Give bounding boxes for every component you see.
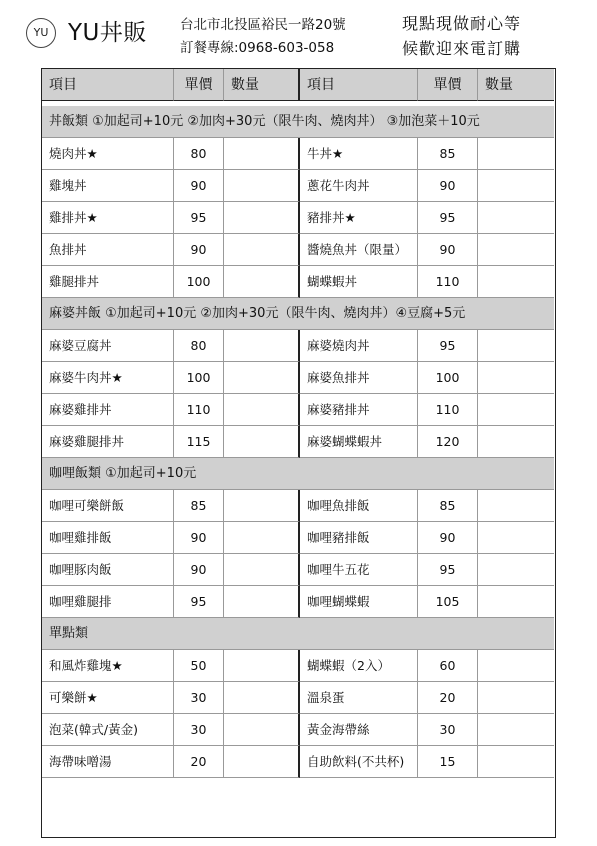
quantity-cell[interactable] xyxy=(478,202,554,234)
quantity-cell[interactable] xyxy=(224,202,300,234)
item-name: 蔥花牛肉丼 xyxy=(300,170,418,202)
item-name: 咖哩雞腿排 xyxy=(42,586,174,618)
quantity-cell[interactable] xyxy=(478,426,554,458)
item-name: 醬燒魚丼（限量） xyxy=(300,234,418,266)
item-name: 咖哩豚肉飯 xyxy=(42,554,174,586)
header-item-left: 項目 xyxy=(42,69,174,101)
header-qty-right: 數量 xyxy=(478,69,554,101)
item-price: 100 xyxy=(174,266,224,298)
item-name: 自助飲料(不共杯) xyxy=(300,746,418,778)
quantity-cell[interactable] xyxy=(224,138,300,170)
table-row xyxy=(42,746,554,778)
item-name: 泡菜(韓式/黃金) xyxy=(42,714,174,746)
quantity-cell[interactable] xyxy=(224,362,300,394)
table-row xyxy=(42,522,554,554)
section-header: 咖哩飯類 ①加起司+10元 xyxy=(42,458,554,490)
item-price: 90 xyxy=(418,522,478,554)
item-name: 咖哩蝴蝶蝦 xyxy=(300,586,418,618)
item-price: 20 xyxy=(174,746,224,778)
table-row xyxy=(42,394,554,426)
item-price: 110 xyxy=(418,394,478,426)
item-price: 90 xyxy=(174,234,224,266)
item-price: 90 xyxy=(174,522,224,554)
table-row xyxy=(42,202,554,234)
item-name: 豬排丼★ xyxy=(300,202,418,234)
item-price: 110 xyxy=(174,394,224,426)
item-price: 30 xyxy=(174,714,224,746)
quantity-cell[interactable] xyxy=(224,330,300,362)
quantity-cell[interactable] xyxy=(478,554,554,586)
item-name: 麻婆豆腐丼 xyxy=(42,330,174,362)
quantity-cell[interactable] xyxy=(478,266,554,298)
header xyxy=(0,0,597,68)
item-price: 90 xyxy=(418,170,478,202)
quantity-cell[interactable] xyxy=(478,394,554,426)
quantity-cell[interactable] xyxy=(478,490,554,522)
quantity-cell[interactable] xyxy=(224,714,300,746)
item-price: 30 xyxy=(174,682,224,714)
quantity-cell[interactable] xyxy=(224,682,300,714)
quantity-cell[interactable] xyxy=(478,170,554,202)
quantity-cell[interactable] xyxy=(478,330,554,362)
item-price: 90 xyxy=(418,234,478,266)
table-row xyxy=(42,714,554,746)
item-price: 95 xyxy=(174,202,224,234)
item-name: 黃金海帶絲 xyxy=(300,714,418,746)
item-name: 雞排丼★ xyxy=(42,202,174,234)
phone-number: 訂餐專線:0968-603-058 xyxy=(180,40,335,56)
item-price: 50 xyxy=(174,650,224,682)
quantity-cell[interactable] xyxy=(478,650,554,682)
quantity-cell[interactable] xyxy=(224,170,300,202)
item-price: 80 xyxy=(174,138,224,170)
item-price: 100 xyxy=(418,362,478,394)
logo-icon: YU xyxy=(26,18,56,48)
item-name: 麻婆雞排丼 xyxy=(42,394,174,426)
header-price-left: 單價 xyxy=(174,69,224,101)
table-row xyxy=(42,650,554,682)
item-price: 60 xyxy=(418,650,478,682)
table-row xyxy=(42,362,554,394)
item-name: 咖哩魚排飯 xyxy=(300,490,418,522)
item-name: 雞塊丼 xyxy=(42,170,174,202)
item-name: 麻婆蝴蝶蝦丼 xyxy=(300,426,418,458)
section-header: 丼飯類 ①加起司+10元 ②加肉+30元（限牛肉、燒肉丼） ③加泡菜＋10元 xyxy=(42,106,554,138)
brand-name: YU丼販 xyxy=(68,20,147,46)
slogan-line-1: 現點現做耐心等 xyxy=(402,14,522,33)
header-qty-left: 數量 xyxy=(224,69,300,101)
item-name: 咖哩豬排飯 xyxy=(300,522,418,554)
section-header: 單點類 xyxy=(42,618,554,650)
item-name: 麻婆魚排丼 xyxy=(300,362,418,394)
quantity-cell[interactable] xyxy=(224,234,300,266)
slogan-line-2: 候歡迎來電訂購 xyxy=(402,39,522,58)
table-row xyxy=(42,330,554,362)
quantity-cell[interactable] xyxy=(224,394,300,426)
quantity-cell[interactable] xyxy=(478,682,554,714)
item-name: 咖哩牛五花 xyxy=(300,554,418,586)
table-row xyxy=(42,170,554,202)
item-name: 麻婆雞腿排丼 xyxy=(42,426,174,458)
item-price: 90 xyxy=(174,554,224,586)
item-name: 可樂餅★ xyxy=(42,682,174,714)
table-row xyxy=(42,554,554,586)
item-price: 95 xyxy=(418,554,478,586)
quantity-cell[interactable] xyxy=(478,522,554,554)
quantity-cell[interactable] xyxy=(478,586,554,618)
item-price: 20 xyxy=(418,682,478,714)
quantity-cell[interactable] xyxy=(224,586,300,618)
item-price: 80 xyxy=(174,330,224,362)
header-price-right: 單價 xyxy=(418,69,478,101)
item-name: 咖哩雞排飯 xyxy=(42,522,174,554)
quantity-cell[interactable] xyxy=(224,266,300,298)
item-price: 90 xyxy=(174,170,224,202)
item-name: 咖哩可樂餅飯 xyxy=(42,490,174,522)
item-price: 95 xyxy=(174,586,224,618)
quantity-cell[interactable] xyxy=(224,490,300,522)
item-price: 95 xyxy=(418,202,478,234)
item-price: 30 xyxy=(418,714,478,746)
quantity-cell[interactable] xyxy=(224,554,300,586)
item-name: 魚排丼 xyxy=(42,234,174,266)
item-price: 85 xyxy=(418,138,478,170)
table-header-row xyxy=(42,69,554,101)
item-price: 100 xyxy=(174,362,224,394)
quantity-cell[interactable] xyxy=(478,714,554,746)
item-name: 麻婆豬排丼 xyxy=(300,394,418,426)
item-name: 和風炸雞塊★ xyxy=(42,650,174,682)
table-row xyxy=(42,426,554,458)
item-name: 蝴蝶蝦（2入） xyxy=(300,650,418,682)
quantity-cell[interactable] xyxy=(224,746,300,778)
item-name: 燒肉丼★ xyxy=(42,138,174,170)
item-name: 海帶味噌湯 xyxy=(42,746,174,778)
table-row xyxy=(42,234,554,266)
item-price: 85 xyxy=(174,490,224,522)
table-row xyxy=(42,586,554,618)
table-row xyxy=(42,138,554,170)
quantity-cell[interactable] xyxy=(478,746,554,778)
item-price: 110 xyxy=(418,266,478,298)
quantity-cell[interactable] xyxy=(478,138,554,170)
item-name: 麻婆燒肉丼 xyxy=(300,330,418,362)
quantity-cell[interactable] xyxy=(224,426,300,458)
item-price: 115 xyxy=(174,426,224,458)
item-price: 15 xyxy=(418,746,478,778)
item-price: 85 xyxy=(418,490,478,522)
quantity-cell[interactable] xyxy=(224,522,300,554)
item-name: 麻婆牛肉丼★ xyxy=(42,362,174,394)
table-row xyxy=(42,682,554,714)
item-price: 120 xyxy=(418,426,478,458)
item-price: 95 xyxy=(418,330,478,362)
header-item-right: 項目 xyxy=(300,69,418,101)
table-row xyxy=(42,266,554,298)
quantity-cell[interactable] xyxy=(224,650,300,682)
item-name: 溫泉蛋 xyxy=(300,682,418,714)
quantity-cell[interactable] xyxy=(478,362,554,394)
item-name: 牛丼★ xyxy=(300,138,418,170)
order-form-table xyxy=(41,68,556,838)
quantity-cell[interactable] xyxy=(478,234,554,266)
address: 台北市北投區裕民一路20號 xyxy=(180,17,346,33)
table-row xyxy=(42,490,554,522)
item-price: 105 xyxy=(418,586,478,618)
item-name: 雞腿排丼 xyxy=(42,266,174,298)
item-name: 蝴蝶蝦丼 xyxy=(300,266,418,298)
section-header: 麻婆丼飯 ①加起司+10元 ②加肉+30元（限牛肉、燒肉丼）④豆腐+5元 xyxy=(42,298,554,330)
